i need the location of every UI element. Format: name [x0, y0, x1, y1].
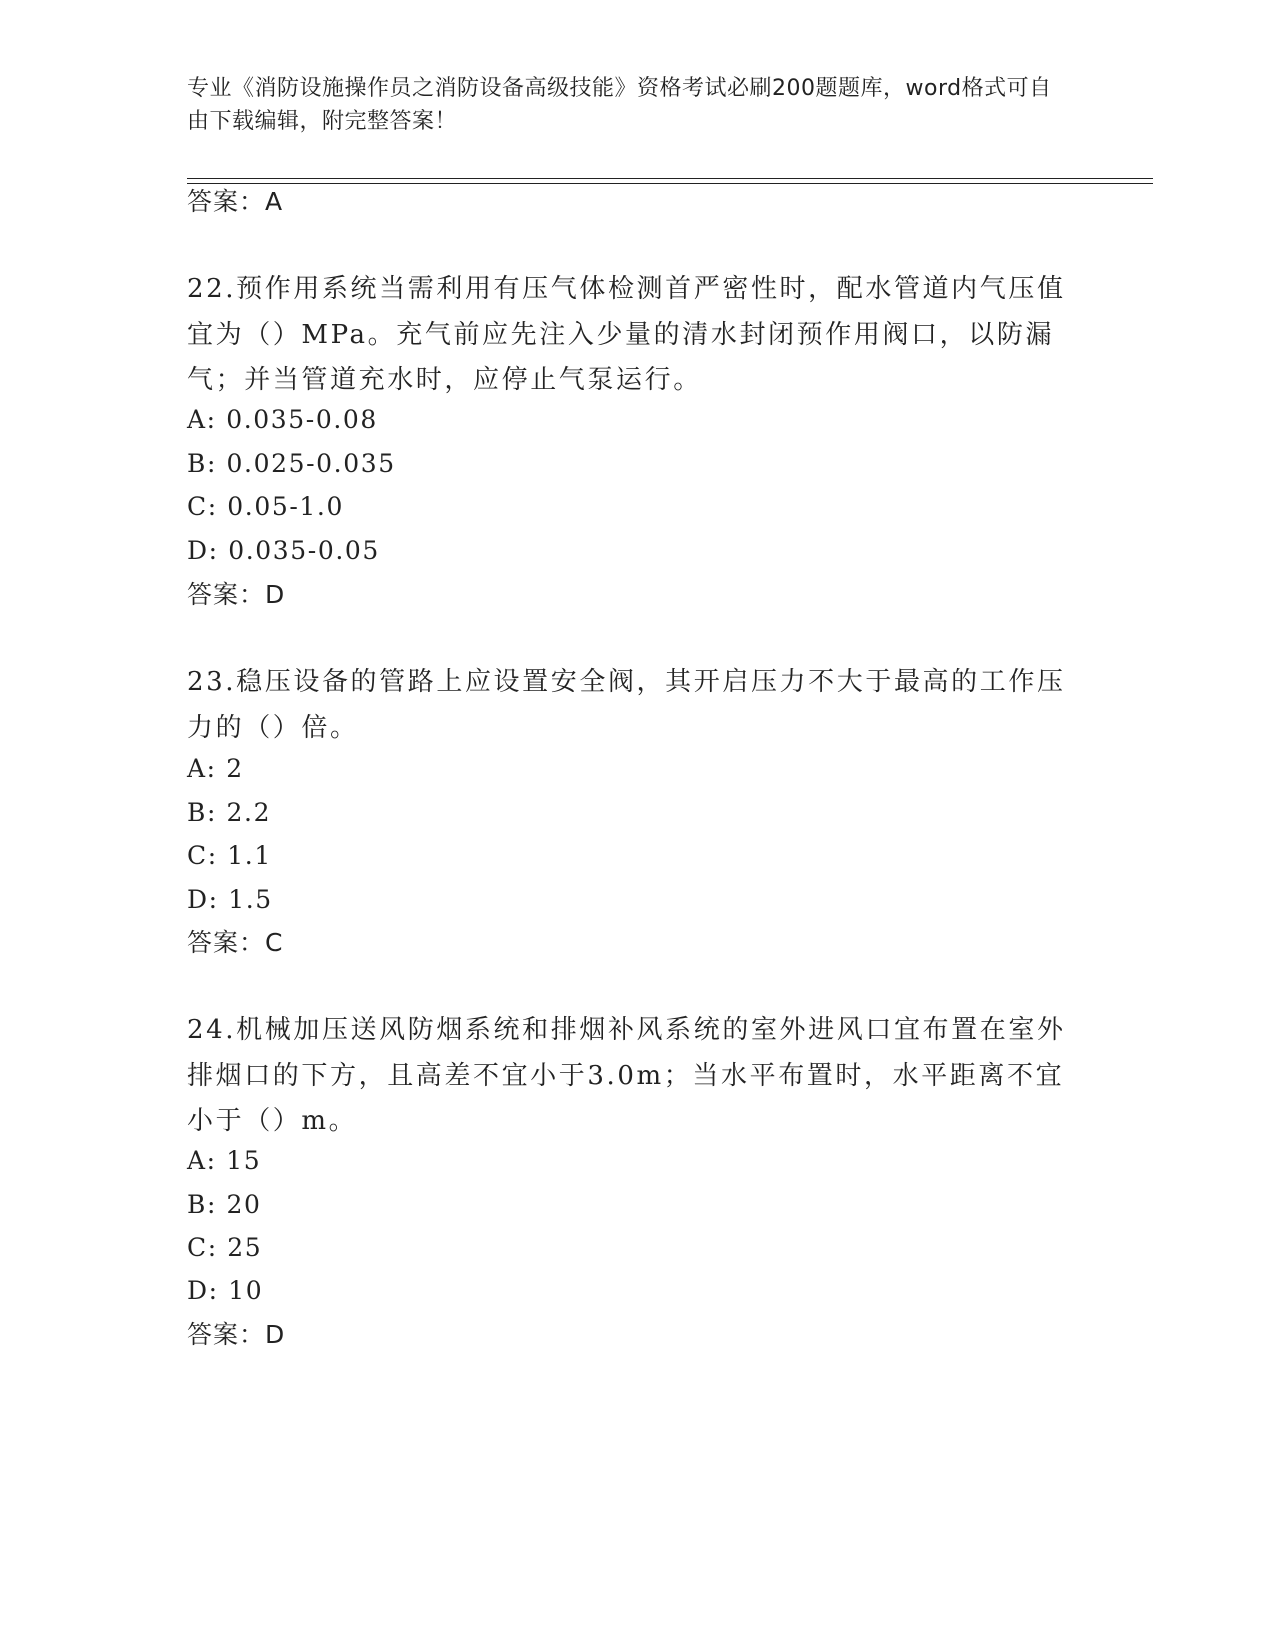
- option-a: A: 15: [187, 1146, 262, 1175]
- option-d: D: 1.5: [187, 885, 273, 914]
- option-a: A: 2: [187, 754, 244, 783]
- option-b: B: 0.025-0.035: [187, 449, 396, 478]
- answer-line: 答案：D: [187, 1320, 286, 1349]
- question-stem: 24.机械加压送风防烟系统和排烟补风系统的室外进风口宜布置在室外排烟口的下方，且高差不宜小于3.0m；当水平布置时，水平距离不宜小于（）m。: [187, 1015, 1066, 1136]
- answer-line: 答案：D: [187, 580, 286, 609]
- question-stem: 23.稳压设备的管路上应设置安全阀，其开启压力不大于最高的工作压力的（）倍。: [187, 667, 1066, 743]
- answer-line: 答案：C: [187, 928, 284, 957]
- question-stem: 22.预作用系统当需利用有压气体检测首严密性时，配水管道内气压值宜为（）MPa。充气前应先注入少量的清水封闭预作用阀口，以防漏气；并当管道充水时，应停止气泵运行。: [187, 274, 1066, 395]
- option-d: D: 10: [187, 1276, 264, 1305]
- option-b: B: 2.2: [187, 798, 272, 827]
- header-divider-top: [187, 178, 1153, 179]
- option-b: B: 20: [187, 1190, 262, 1219]
- option-a: A: 0.035-0.08: [187, 405, 378, 434]
- header-divider-bottom: [187, 183, 1153, 184]
- document-header: 专业《消防设施操作员之消防设备高级技能》资格考试必刷200题题库，word格式可自由下载编辑，附完整答案！: [187, 76, 1052, 134]
- option-c: C: 0.05-1.0: [187, 492, 344, 521]
- answer-line: 答案：A: [187, 187, 284, 216]
- option-d: D: 0.035-0.05: [187, 536, 380, 565]
- option-c: C: 25: [187, 1233, 263, 1262]
- option-c: C: 1.1: [187, 841, 272, 870]
